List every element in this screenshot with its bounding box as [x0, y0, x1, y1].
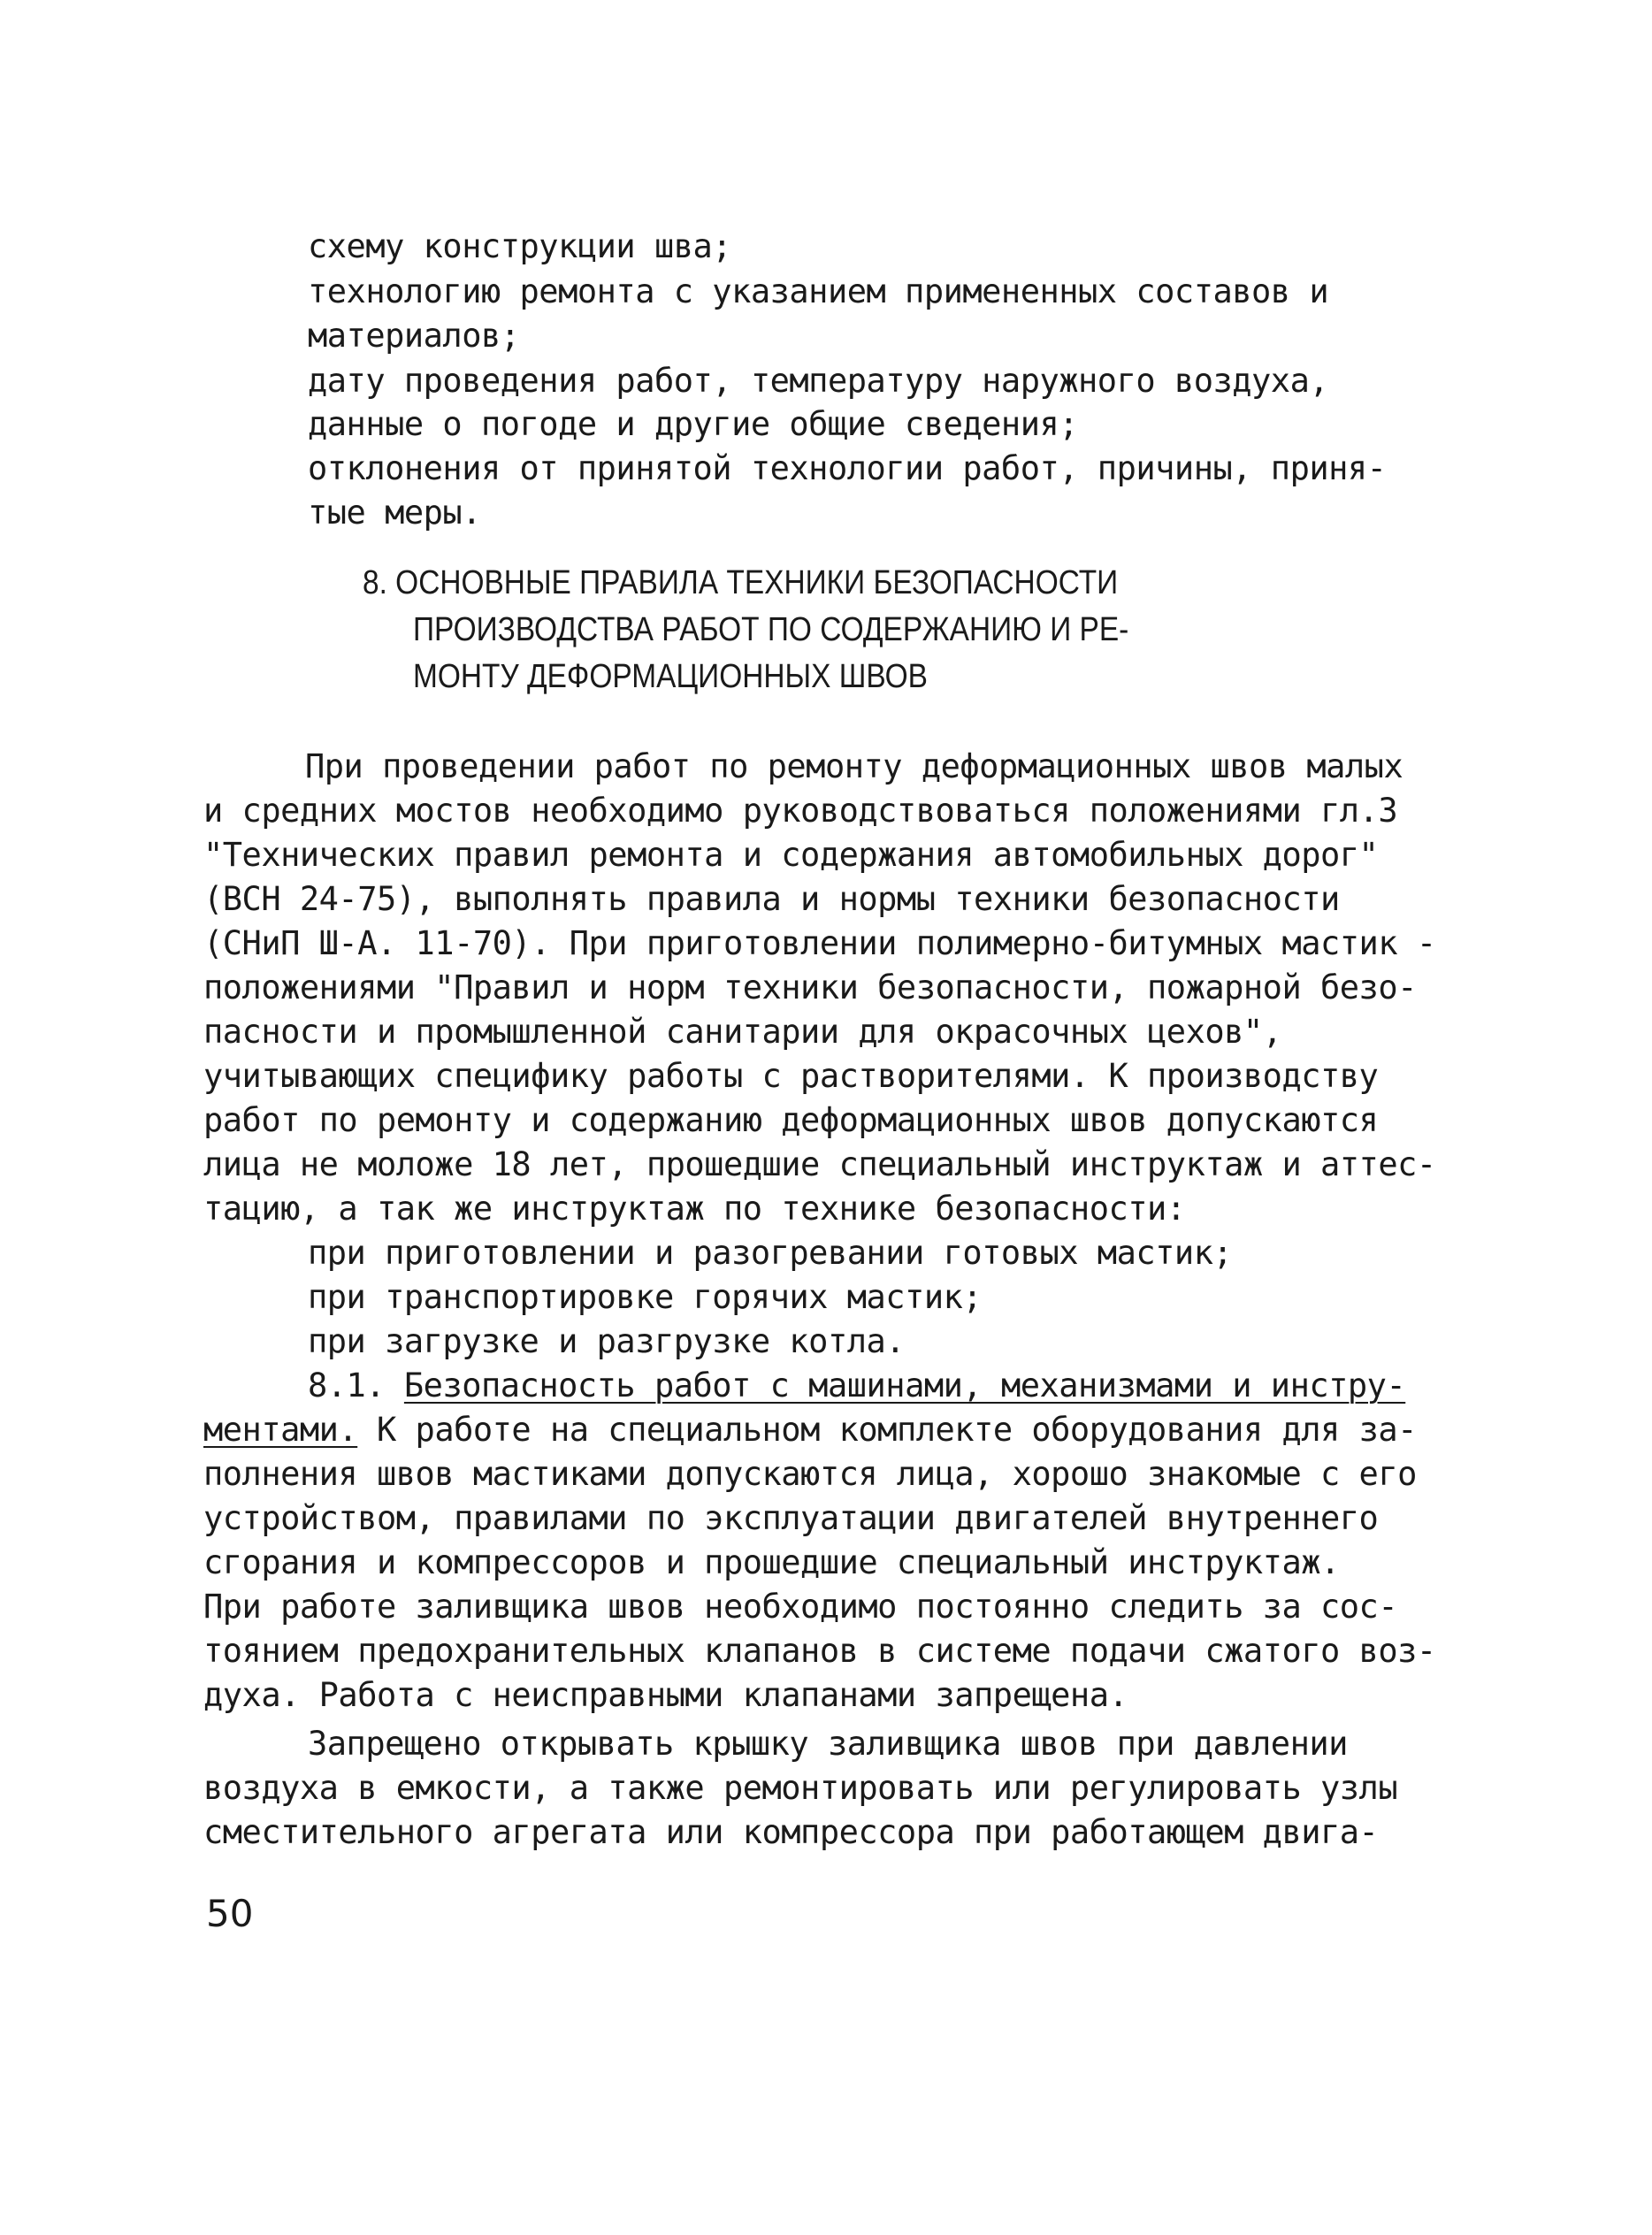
list-item: технологию ремонта с указанием примененных составов и — [308, 272, 1329, 310]
paragraph-line: лица не моложе 18 лет, прошедшие специальный инструктаж и аттес- — [203, 1145, 1436, 1183]
subsection-title: Безопасность работ с машинами, механизмами и инстру- — [403, 1366, 1406, 1405]
paragraph-line: тоянием предохранительных клапанов в системе подачи сжатого воз- — [203, 1632, 1436, 1670]
section-heading: МОНТУ ДЕФОРМАЦИОННЫХ ШВОВ — [413, 658, 928, 695]
section-heading: ПРОИЗВОДСТВА РАБОТ ПО СОДЕРЖАНИЮ И РЕ- — [413, 611, 1129, 648]
paragraph-line: При работе заливщика швов необходимо постоянно следить за сос- — [203, 1588, 1398, 1626]
paragraph-line: и средних мостов необходимо руководствоваться положениями гл.3 — [203, 792, 1398, 830]
paragraph-line: "Технических правил ремонта и содержания автомобильных дорог" — [203, 836, 1379, 874]
list-item: схему конструкции шва; — [308, 227, 732, 265]
subsection-number: 8.1. — [308, 1366, 386, 1405]
list-item: при транспортировке горячих мастик; — [308, 1278, 983, 1316]
paragraph-line: (ВСН 24-75), выполнять правила и нормы техники безопасности — [203, 880, 1340, 918]
paragraph-line: полнения швов мастиками допускаются лица, хорошо знакомые с его — [203, 1455, 1417, 1493]
paragraph-line — [203, 1409, 1417, 1451]
paragraph-line: устройством, правилами по эксплуатации двигателей внутреннего — [203, 1499, 1379, 1537]
subsection-title: ментами. — [203, 1411, 358, 1449]
subsection-title-line — [308, 1365, 1405, 1407]
paragraph-line: воздуха в емкости, а также ремонтировать или регулировать узлы — [203, 1769, 1398, 1807]
paragraph-line: положениями "Правил и норм техники безопасности, пожарной безо- — [203, 968, 1417, 1007]
paragraph-line: пасности и промышленной санитарии для окрасочных цехов", — [203, 1013, 1282, 1051]
paragraph-line: учитывающих специфику работы с растворителями. К производству — [203, 1057, 1379, 1095]
paragraph-line: духа. Работа с неисправными клапанами запрещена. — [203, 1676, 1128, 1714]
list-item: материалов; — [308, 317, 520, 355]
list-item: тые меры. — [308, 494, 481, 532]
section-heading: 8. ОСНОВНЫЕ ПРАВИЛА ТЕХНИКИ БЕЗОПАСНОСТИ — [363, 564, 1119, 601]
list-item: отклонения от принятой технологии работ, причины, приня- — [308, 449, 1387, 487]
paragraph-line: сгорания и компрессоров и прошедшие специальный инструктаж. — [203, 1543, 1340, 1581]
paragraph-line: (СНиП Ш-А. 11-70). При приготовлении полимерно-битумных мастик - — [203, 924, 1436, 962]
paragraph-line: сместительного агрегата или компрессора при работающем двига- — [203, 1813, 1379, 1851]
paragraph-line: работ по ремонту и содержанию деформационных швов допускаются — [203, 1101, 1379, 1139]
paragraph-line: тацию, а так же инструктаж по технике безопасности: — [203, 1190, 1186, 1228]
paragraph-text: К работе на специальном комплекте оборудования для за- — [357, 1411, 1417, 1449]
list-item: дату проведения работ, температуру наружного воздуха, — [308, 362, 1329, 400]
list-item: данные о погоде и другие общие сведения; — [308, 405, 1079, 443]
list-item: при загрузке и разгрузке котла. — [308, 1322, 906, 1360]
page-number: 50 — [206, 1892, 254, 1935]
paragraph-line: Запрещено открывать крышку заливщика швов при давлении — [308, 1725, 1348, 1763]
paragraph-line: При проведении работ по ремонту деформационных швов малых — [305, 747, 1403, 785]
list-item: при приготовлении и разогревании готовых мастик; — [308, 1234, 1233, 1272]
